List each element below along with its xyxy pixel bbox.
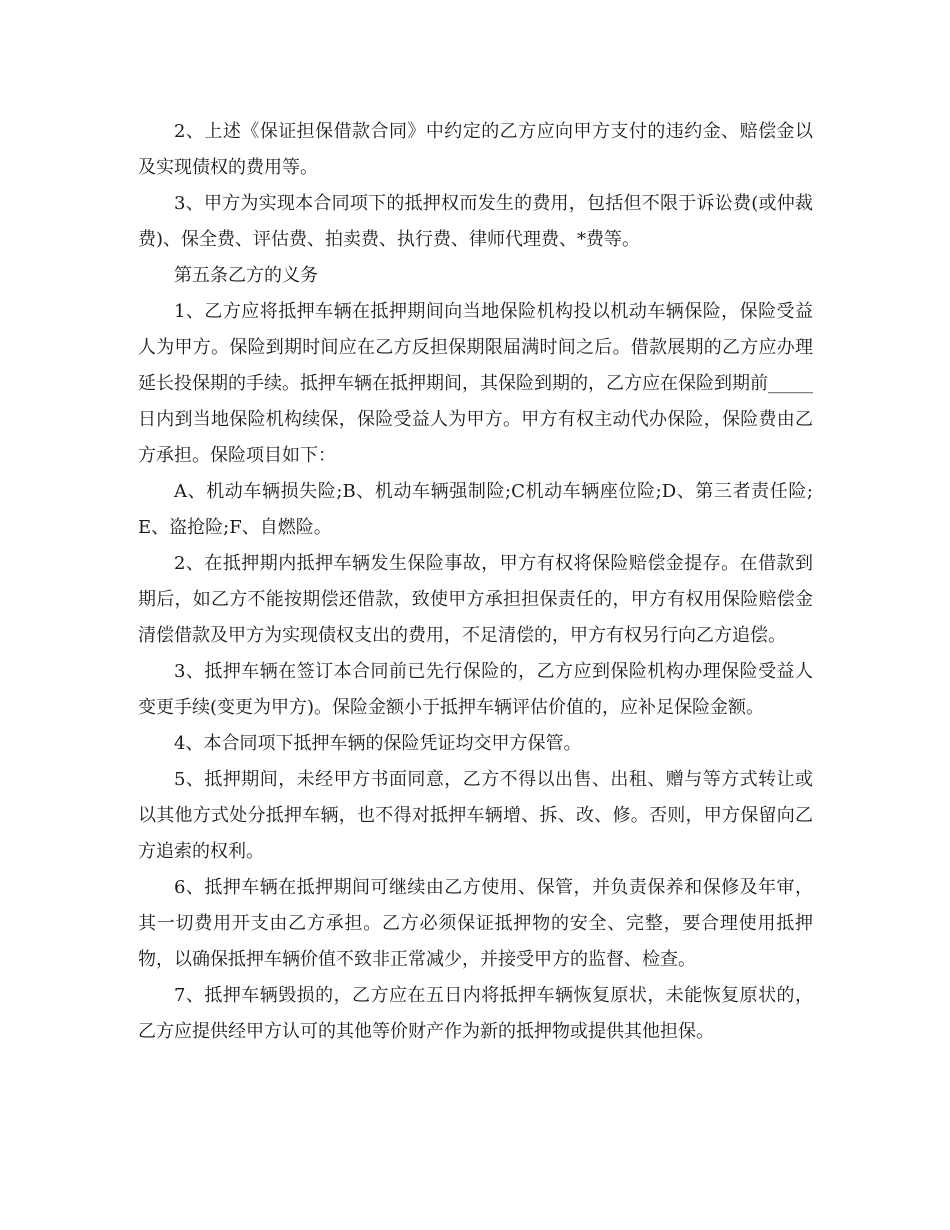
- paragraph-obligation-4: 4、本合同项下抵押车辆的保险凭证均交甲方保管。: [174, 733, 582, 754]
- paragraph-clause-2: 2、上述《保证担保借款合同》中约定的乙方应向甲方支付的违约金、赔偿金以及实现债权的费用等。: [138, 121, 813, 178]
- paragraph-insurance-items: A、机动车辆损失险;B、机动车辆强制险;C机动车辆座位险;D、第三者责任险;E、盗抢险;F、自燃险。: [138, 481, 813, 538]
- paragraph-obligation-7: 7、抵押车辆毁损的，乙方应在五日内将抵押车辆恢复原状，未能恢复原状的，乙方应提供经甲方认可的其他等价财产作为新的抵押物或提供其他担保。: [138, 985, 813, 1042]
- document-body: [138, 114, 813, 1050]
- paragraph-obligation-5: 5、抵押期间，未经甲方书面同意，乙方不得以出售、出租、赠与等方式转让或以其他方式处分抵押车辆，也不得对抵押车辆增、拆、改、修。否则，甲方保留向乙方追索的权利。: [138, 769, 813, 862]
- paragraph-obligation-1: 1、乙方应将抵押车辆在抵押期间向当地保险机构投以机动车辆保险，保险受益人为甲方。保险到期时间应在乙方反担保期限届满时间之后。借款展期的乙方应办理延长投保期的手续。抵押车辆在抵押期间，其保险到期的，乙方应在保险到期前_____日内到当地保险机构续保，保险受益人为甲方。甲方有权主动代办保险，保险费由乙方承担。保险项目如下：: [138, 301, 813, 466]
- paragraph-obligation-2: 2、在抵押期内抵押车辆发生保险事故，甲方有权将保险赔偿金提存。在借款到期后，如乙方不能按期偿还借款，致使甲方承担担保责任的，甲方有权用保险赔偿金清偿借款及甲方为实现债权支出的费用，不足清偿的，甲方有权另行向乙方追偿。: [138, 553, 813, 646]
- paragraph-obligation-3: 3、抵押车辆在签订本合同前已先行保险的，乙方应到保险机构办理保险受益人变更手续(变更为甲方)。保险金额小于抵押车辆评估价值的，应补足保险金额。: [138, 661, 813, 718]
- paragraph-obligation-6: 6、抵押车辆在抵押期间可继续由乙方使用、保管，并负责保养和保修及年审，其一切费用开支由乙方承担。乙方必须保证抵押物的安全、完整，要合理使用抵押物，以确保抵押车辆价值不致非正常减少，并接受甲方的监督、检查。: [138, 877, 813, 970]
- paragraph-clause-3: 3、甲方为实现本合同项下的抵押权而发生的费用，包括但不限于诉讼费(或仲裁费)、保全费、评估费、拍卖费、执行费、律师代理费、*费等。: [138, 193, 813, 250]
- section-heading-article-5: 第五条乙方的义务: [174, 265, 318, 286]
